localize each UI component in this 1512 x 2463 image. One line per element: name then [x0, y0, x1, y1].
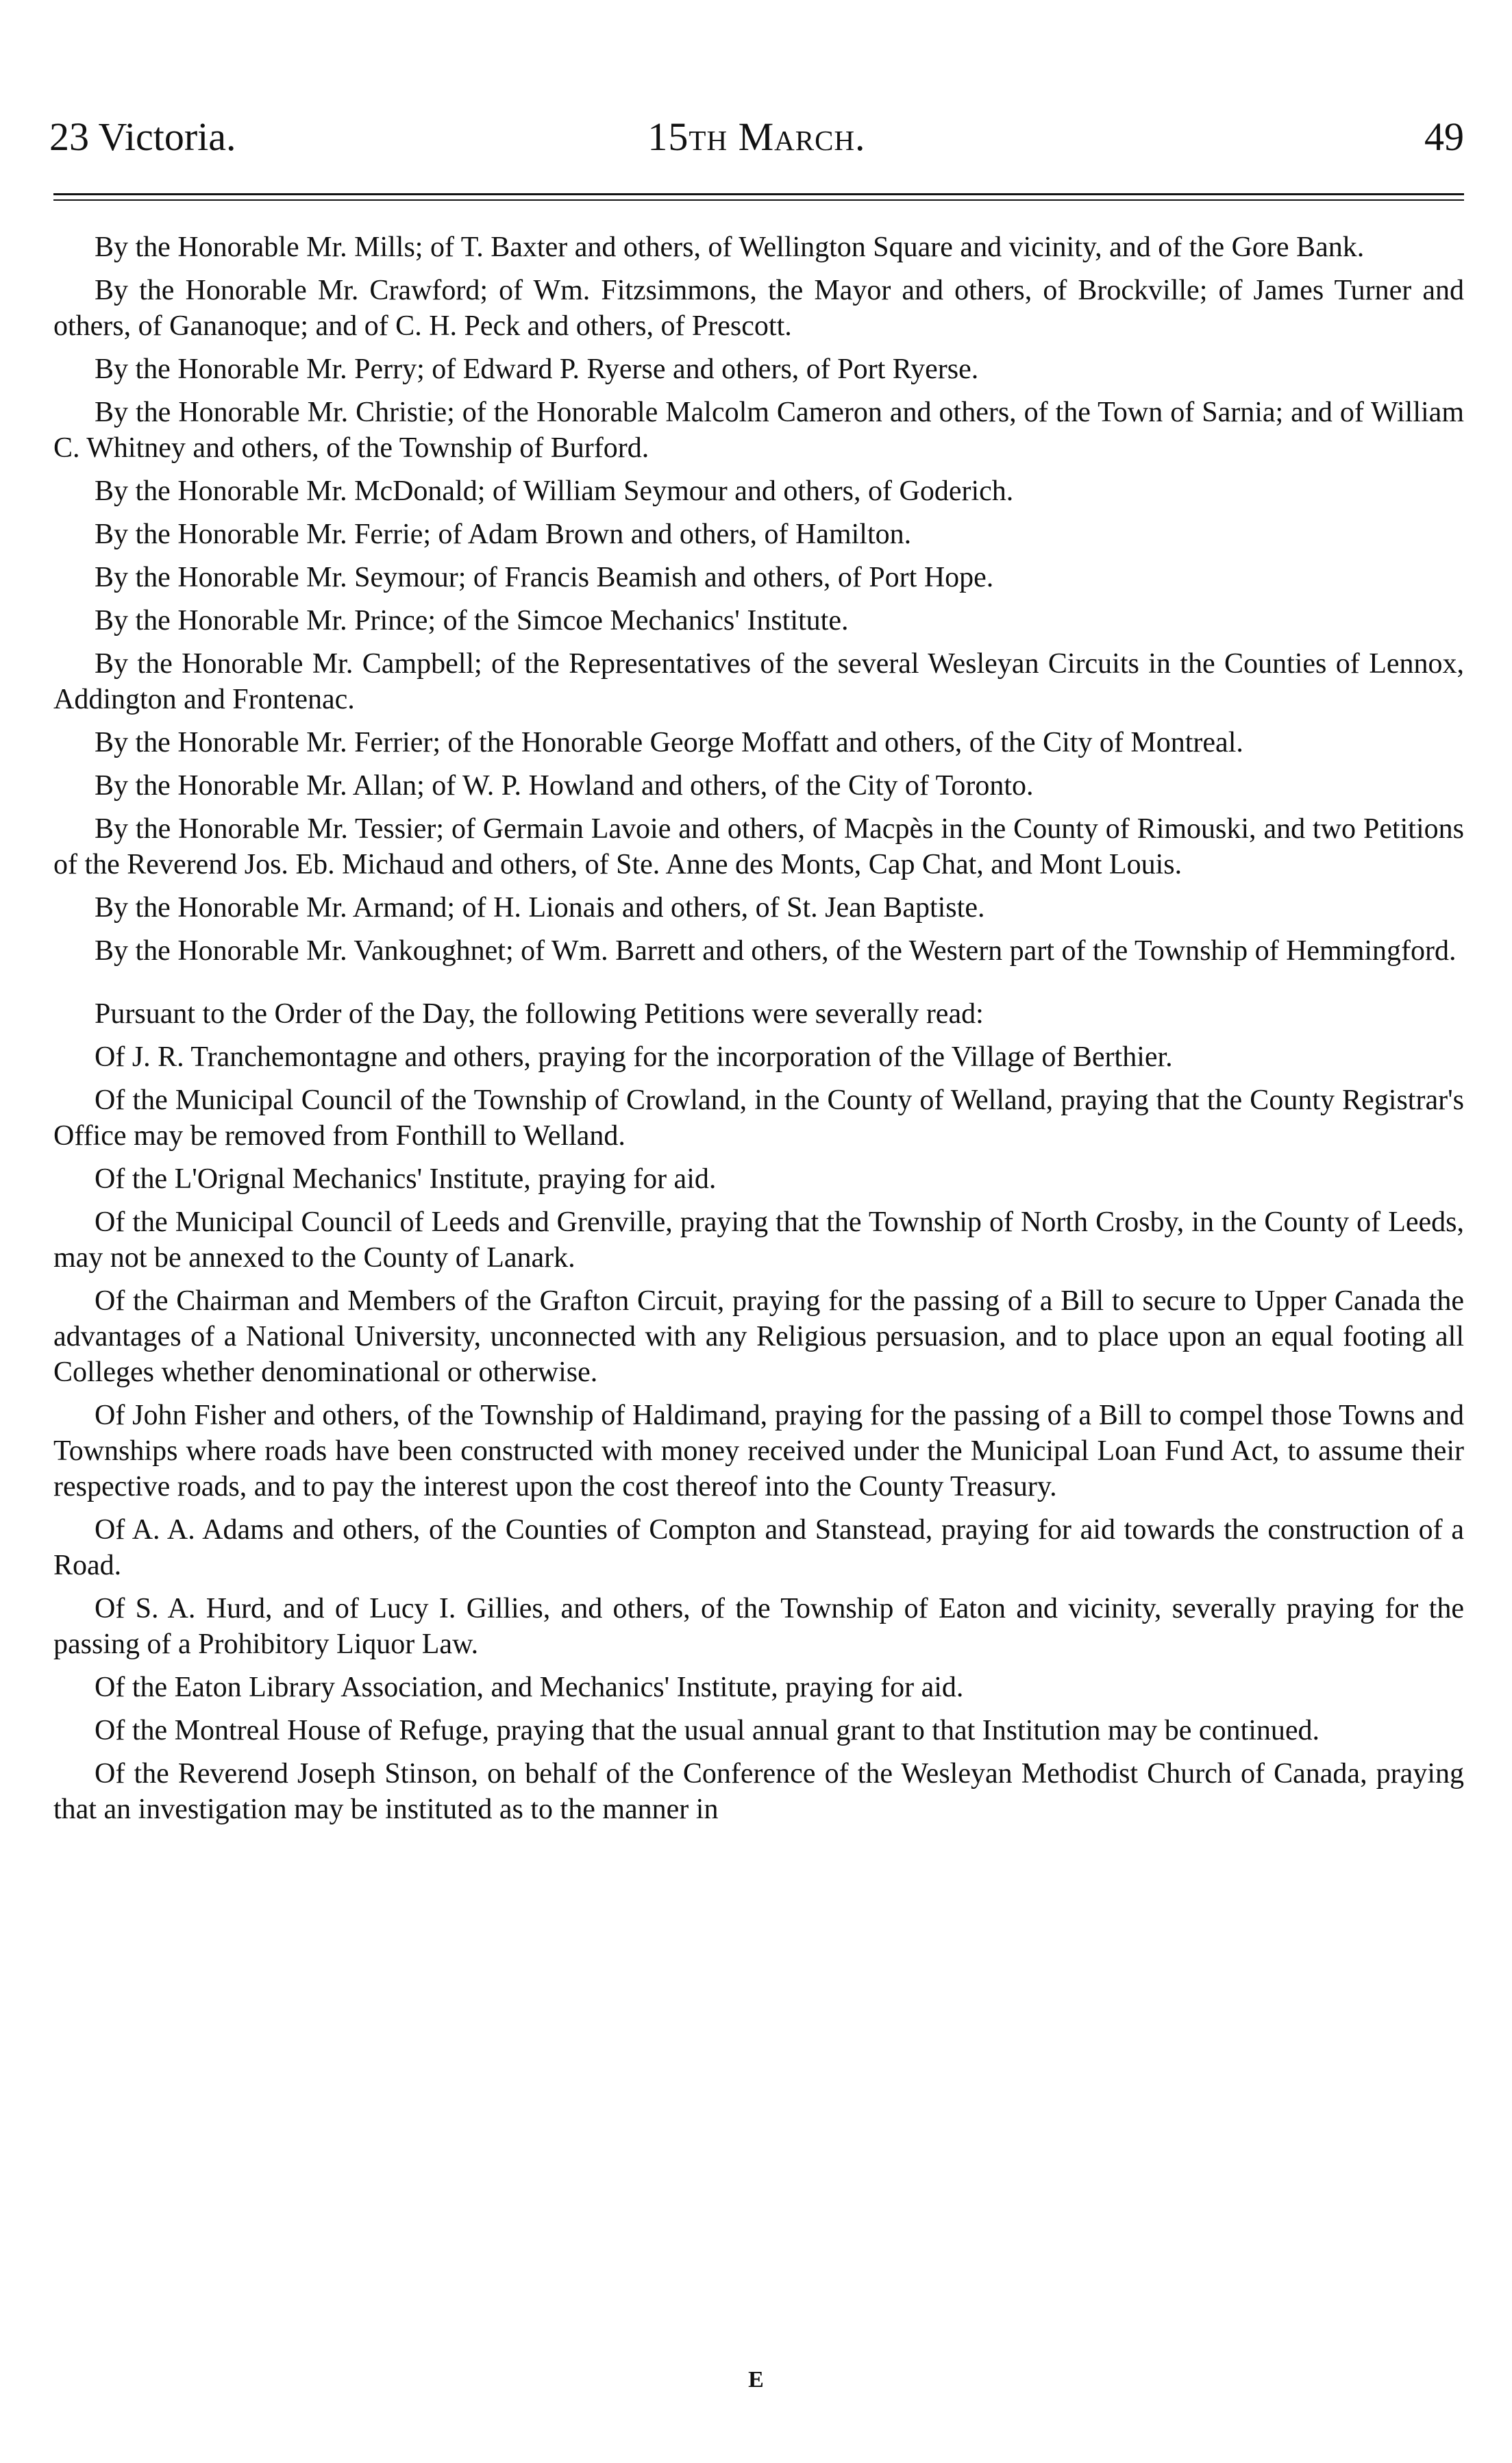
header-regnal-year: 23 Victoria.	[49, 114, 236, 159]
page-number: 49	[1424, 114, 1464, 159]
paragraph: By the Honorable Mr. Christie; of the Honorable Malcolm Cameron and others, of the Town of Sarnia; and of William C. Whitney and others, of the Township of Burford.	[53, 397, 1464, 464]
paragraph: By the Honorable Mr. McDonald; of William Seymour and others, of Goderich.	[95, 475, 1014, 507]
header-date: 15th March.	[647, 114, 866, 159]
section-intro: Pursuant to the Order of the Day, the following Petitions were severally read:	[95, 998, 984, 1030]
page-header	[49, 103, 1464, 171]
paragraph: By the Honorable Mr. Vankoughnet; of Wm. Barrett and others, of the Western part of the Township of Hemmingford.	[95, 935, 1457, 967]
paragraph: Of the L'Orignal Mechanics' Institute, praying for aid.	[95, 1163, 717, 1195]
paragraph: By the Honorable Mr. Ferrie; of Adam Brown and others, of Hamilton.	[95, 519, 912, 550]
paragraph: Of the Reverend Joseph Stinson, on behalf of the Conference of the Wesleyan Methodist Church of Canada, praying that an investigation may be instituted as to the manner in	[53, 1758, 1464, 1825]
paragraph: Of the Montreal House of Refuge, praying that the usual annual grant to that Institution may be continued.	[95, 1715, 1320, 1746]
paragraph: Of the Chairman and Members of the Grafton Circuit, praying for the passing of a Bill to secure to Upper Canada the advantages of a National University, unconnected with any Religious persuasion, and to place upon an equal footing all Colleges whether denominational or otherwise.	[53, 1285, 1464, 1388]
paragraph: By the Honorable Mr. Campbell; of the Representatives of the several Wesleyan Circuits in the Counties of Lennox, Addington and Frontenac.	[53, 648, 1464, 715]
paragraph: By the Honorable Mr. Prince; of the Simcoe Mechanics' Institute.	[95, 605, 849, 636]
paragraph: By the Honorable Mr. Allan; of W. P. Howland and others, of the City of Toronto.	[95, 770, 1034, 802]
header-double-rule	[53, 193, 1464, 203]
paragraph: By the Honorable Mr. Perry; of Edward P. Ryerse and others, of Port Ryerse.	[95, 354, 979, 385]
paragraph: Of J. R. Tranchemontagne and others, praying for the incorporation of the Village of Berthier.	[95, 1041, 1173, 1073]
rule-thin	[53, 199, 1464, 201]
paragraph: Of S. A. Hurd, and of Lucy I. Gillies, and others, of the Township of Eaton and vicinity, severally praying for the passing of a Prohibitory Liquor Law.	[53, 1593, 1464, 1660]
paragraph: Of John Fisher and others, of the Township of Haldimand, praying for the passing of a Bill to compel those Towns and Townships where roads have been constructed with money received under the Municipal Loan Fund Act, to assume their respective roads, and to pay the interest upon the cost thereof into the County Treasury.	[53, 1400, 1464, 1502]
paragraph: By the Honorable Mr. Armand; of H. Lionais and others, of St. Jean Baptiste.	[95, 892, 985, 924]
paragraph: By the Honorable Mr. Mills; of T. Baxter and others, of Wellington Square and vicinity, and of the Gore Bank.	[95, 232, 1365, 263]
paragraph: By the Honorable Mr. Seymour; of Francis Beamish and others, of Port Hope.	[95, 562, 994, 593]
paragraph: Of the Municipal Council of Leeds and Grenville, praying that the Township of North Crosby, in the County of Leeds, may not be annexed to the County of Lanark.	[53, 1206, 1464, 1274]
page-body	[53, 230, 1464, 1835]
paragraph: Of the Eaton Library Association, and Mechanics' Institute, praying for aid.	[95, 1672, 964, 1703]
signature-mark: E	[748, 2367, 764, 2392]
paragraph: Of the Municipal Council of the Township of Crowland, in the County of Welland, praying that the County Registrar's Office may be removed from Fonthill to Welland.	[53, 1085, 1464, 1152]
rule-thick	[53, 193, 1464, 195]
paragraph: Of A. A. Adams and others, of the Counties of Compton and Stanstead, praying for aid towards the construction of a Road.	[53, 1514, 1464, 1581]
paragraph: By the Honorable Mr. Crawford; of Wm. Fitzsimmons, the Mayor and others, of Brockville; of James Turner and others, of Gananoque; and of C. H. Peck and others, of Prescott.	[53, 275, 1464, 342]
paragraph: By the Honorable Mr. Ferrier; of the Honorable George Moffatt and others, of the City of Montreal.	[95, 727, 1243, 758]
paragraph: By the Honorable Mr. Tessier; of Germain Lavoie and others, of Macpès in the County of Rimouski, and two Petitions of the Reverend Jos. Eb. Michaud and others, of Ste. Anne des Monts, Cap Chat, and Mont Louis.	[53, 813, 1464, 880]
